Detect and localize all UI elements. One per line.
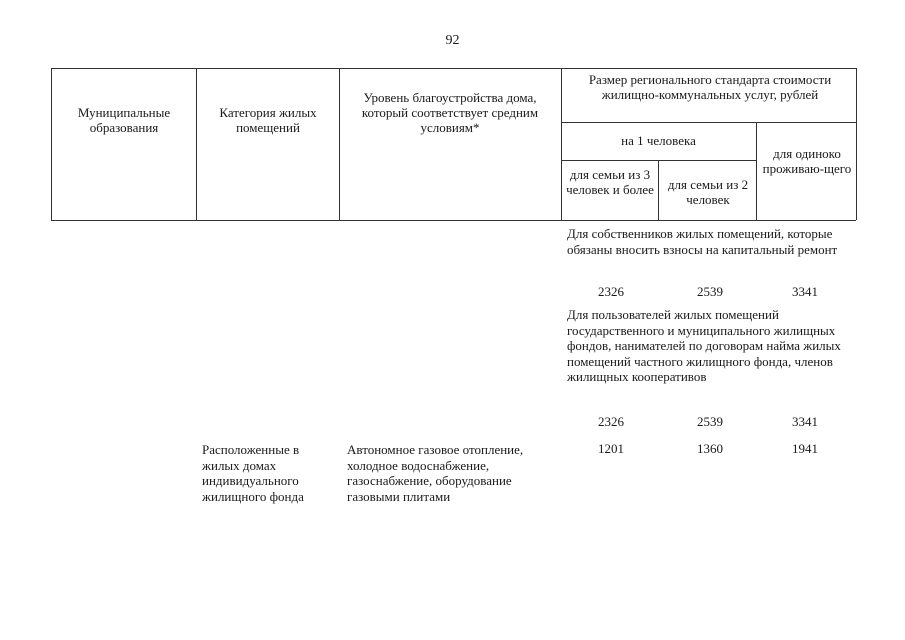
header-level: Уровень благоустройства дома, который соответствует средним условиям* [361, 90, 539, 135]
value-single: 1941 [792, 441, 818, 456]
value-family3: 1201 [598, 441, 624, 456]
value-single: 3341 [792, 414, 818, 429]
border-family [658, 160, 659, 220]
header-category: Категория жилых помещений [219, 105, 317, 135]
table-top-border [51, 68, 856, 69]
value-family3: 2326 [598, 284, 624, 299]
header-single: для одиноко проживаю-щего [762, 146, 852, 176]
value-family2: 1360 [697, 441, 723, 456]
section-title: Для пользователей жилых помещений государственного и муниципального жилищных фондов, нанимателей по договорам найма жилых помещений частного жилищного фонда, членов жилищных кооперативов [567, 307, 841, 384]
header-per-person: на 1 человека [621, 133, 696, 148]
value-family2: 2539 [697, 414, 723, 429]
row-category: Расположенные в жилых домах индивидуального жилищного фонда [202, 442, 304, 504]
value-family3: 2326 [598, 414, 624, 429]
border-col1 [196, 68, 197, 220]
border-col2 [339, 68, 340, 220]
header-family2: для семьи из 2 человек [667, 177, 749, 207]
header-family3: для семьи из 3 человек и более [566, 167, 654, 197]
page-number: 92 [445, 33, 460, 48]
border-left [51, 68, 52, 220]
value-single: 3341 [792, 284, 818, 299]
border-single [756, 122, 757, 220]
standard-divider [561, 122, 856, 123]
table-bottom-border [51, 220, 856, 221]
header-standard: Размер регионального стандарта стоимости жилищно-коммунальных услуг, рублей [588, 72, 832, 102]
section-title: Для собственников жилых помещений, которые обязаны вносить взносы на капитальный ремонт [567, 226, 838, 257]
value-family2: 2539 [697, 284, 723, 299]
row-level: Автономное газовое отопление, холодное водоснабжение, газоснабжение, оборудование газовыми плитами [347, 442, 524, 504]
border-right [856, 68, 857, 220]
header-municipal: Муниципальные образования [77, 105, 171, 135]
